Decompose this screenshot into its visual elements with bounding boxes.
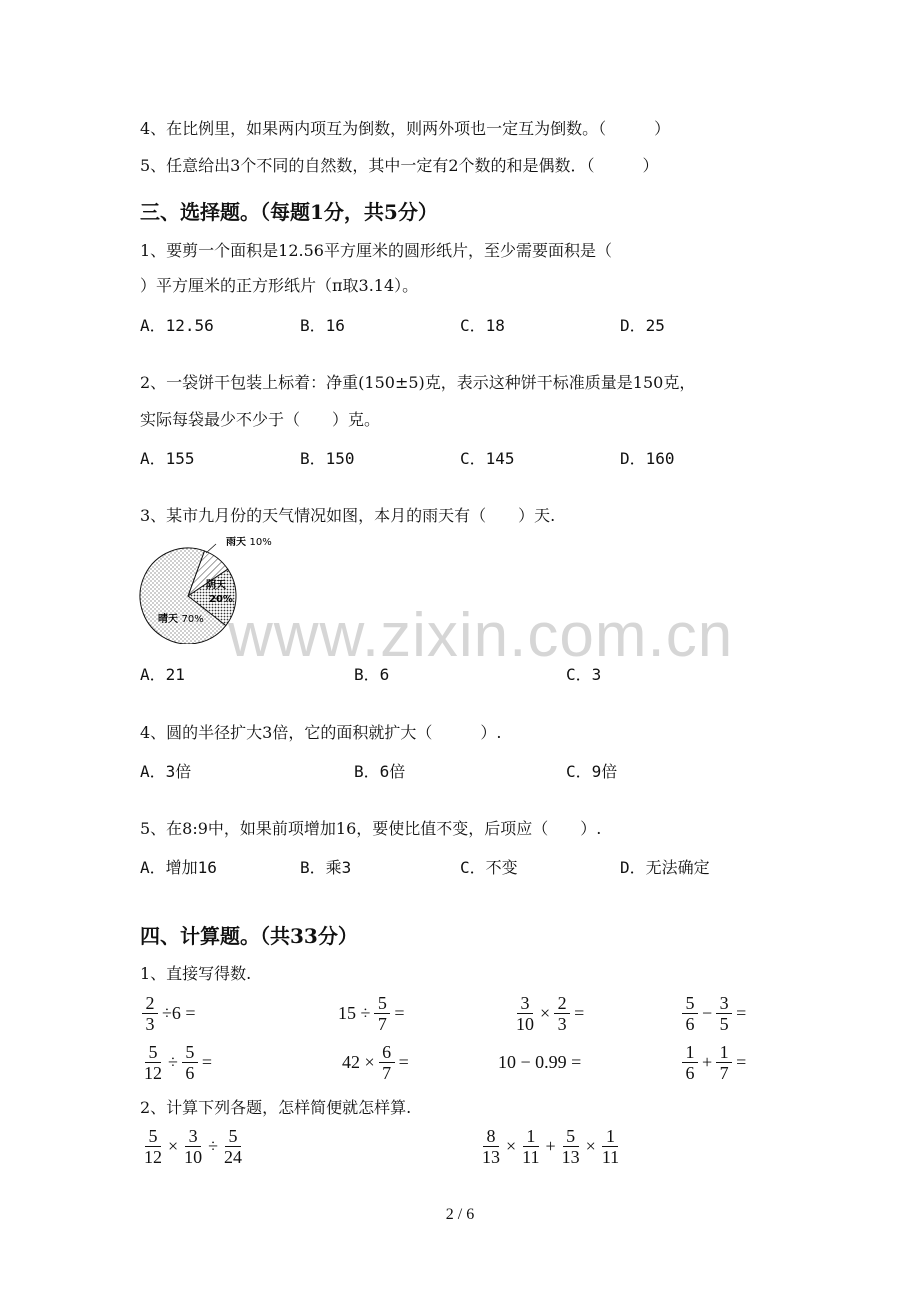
s3-q5-option-c: C．不变 [460, 858, 518, 877]
s3-q5-line1: 5、在8:9中，如果前项增加16，要使比值不变，后项应（ ）. [140, 819, 602, 838]
s3-q1-option-a: A．12.56 [140, 316, 214, 335]
calc-r1-e3: $\frac{3}{10}$ × $\frac{2}{3}$ = [516, 993, 585, 1034]
s3-q2-line1: 2、一袋饼干包装上标着：净重(150±5)克，表示这种饼干标准质量是150克， [140, 373, 696, 392]
calc-r1-e2: 15 ÷ $\frac{5}{7}$ = [338, 993, 405, 1034]
s3-q4-line1: 4、圆的半径扩大3倍，它的面积就扩大（ ）. [140, 723, 502, 742]
s3-q2-option-b: B．150 [300, 449, 355, 468]
calc-r2-e4: $\frac{1}{6}$ + $\frac{1}{7}$ = [680, 1042, 748, 1083]
section4-title: 四、计算题。（共33分） [140, 924, 358, 948]
s4-q2-title: 2、计算下列各题，怎样简便就怎样算. [140, 1098, 412, 1117]
weather-pie-chart [136, 534, 276, 644]
s3-q2-line2: 实际每袋最少不少于（ ）克。 [140, 410, 381, 429]
calc-r2-e3: 10 − 0.99 = [498, 1052, 582, 1072]
page-number: 2 / 6 [445, 1206, 475, 1223]
s3-q5-option-a: A．增加16 [140, 858, 217, 877]
s3-q1-option-b: B．16 [300, 316, 345, 335]
calc-r2-e1: $\frac{5}{12}$ ÷ $\frac{5}{6}$ = [144, 1042, 213, 1083]
s3-q4-option-c: C．9倍 [566, 762, 618, 781]
s3-q5-option-b: B．乘3 [300, 858, 352, 877]
calc-r3-e1: $\frac{5}{12}$ × $\frac{3}{10}$ ÷ $\frac{5}{24}$ [144, 1126, 243, 1167]
judge-q4: 4、在比例里，如果两内项互为倒数，则两外项也一定互为倒数。（ ） [140, 119, 671, 138]
pie-label-sunny: 晴天 70% [158, 614, 204, 625]
s3-q3-line1: 3、某市九月份的天气情况如图，本月的雨天有（ ）天. [140, 506, 556, 525]
s3-q4-option-b: B．6倍 [354, 762, 406, 781]
s3-q5-option-d: D．无法确定 [620, 858, 710, 877]
calc-r1-e4: $\frac{5}{6}$ − $\frac{3}{5}$ = [680, 993, 748, 1034]
calc-r1-e1: $\frac{2}{3}$ ÷6 = [140, 993, 198, 1034]
s3-q3-option-b: B．6 [354, 665, 390, 684]
s3-q3-option-a: A．21 [140, 665, 185, 684]
calc-r2-e2: 42 × $\frac{6}{7}$ = [342, 1042, 409, 1083]
watermark: www.zixin.com.cn [228, 601, 734, 670]
s3-q2-option-c: C．145 [460, 449, 515, 468]
s3-q1-option-c: C．18 [460, 316, 505, 335]
s3-q2-option-d: D．160 [620, 449, 675, 468]
s3-q4-option-a: A．3倍 [140, 762, 192, 781]
pie-label-cloudy-pct: 20% [209, 594, 233, 605]
s3-q1-option-d: D．25 [620, 316, 665, 335]
pie-label-cloudy: 阴天 [206, 580, 226, 591]
calc-r3-e2: $\frac{8}{13}$ × $\frac{1}{11}$ + $\frac{5}{13}$ × $\frac{1}{11}$ [482, 1126, 620, 1167]
pie-label-rain: 雨天 10% [226, 537, 272, 548]
s4-q1-title: 1、直接写得数. [140, 964, 252, 983]
judge-q5: 5、任意给出3个不同的自然数，其中一定有2个数的和是偶数．（ ） [140, 156, 659, 175]
s3-q1-line2: ）平方厘米的正方形纸片（π取3.14）。 [140, 276, 419, 295]
s3-q2-option-a: A．155 [140, 449, 195, 468]
s3-q1-line1: 1、要剪一个面积是12.56平方厘米的圆形纸片，至少需要面积是（ [140, 241, 612, 260]
section3-title: 三、选择题。（每题1分，共5分） [140, 200, 438, 224]
s3-q3-option-c: C．3 [566, 665, 602, 684]
